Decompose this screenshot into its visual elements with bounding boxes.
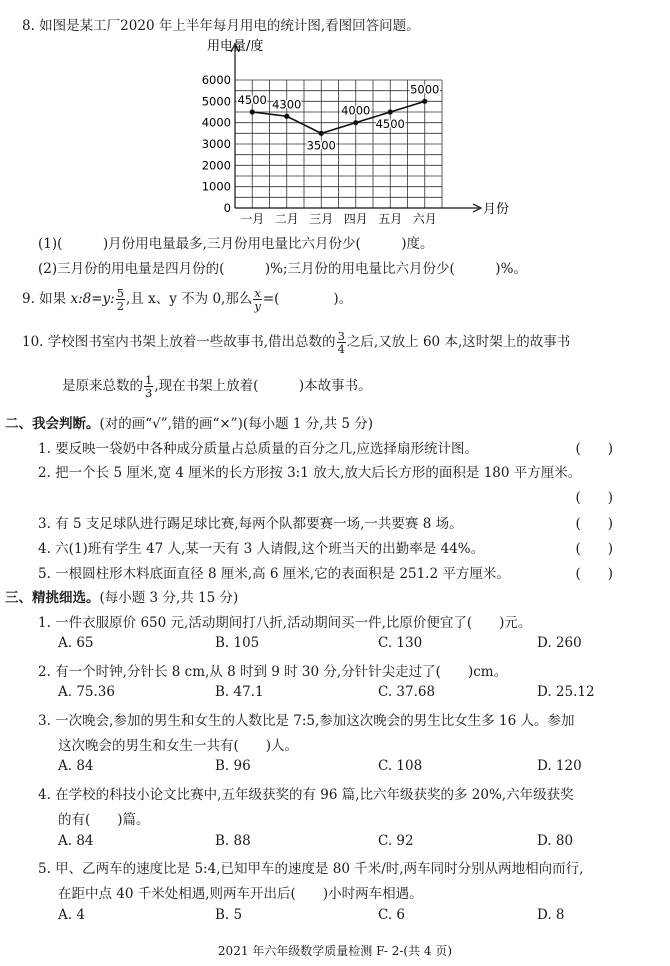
judge-item-5: 5. 一根圆柱形木料底面直径 8 厘米,高 6 厘米,它的表面积是 251.2 平方厘米。 — [38, 566, 510, 582]
choice-q5-option-a[interactable]: A. 4 — [58, 907, 85, 923]
data-label: 4500 — [375, 117, 405, 131]
choice-q4-option-b[interactable]: B. 88 — [215, 833, 251, 849]
q10-line2: 是原来总数的 $\frac{1}{3}$ ,现在书架上放着( )本故事书。 — [62, 373, 372, 400]
q8-sub1: (1)( )月份用电量最多,三月份用电量比六月份少( )度。 — [38, 236, 434, 252]
choice-q1: 1. 一件衣服原价 650 元,活动期间打八折,活动期间买一件,比原价便宜了( )元。 — [38, 615, 532, 631]
choice-q5-option-b[interactable]: B. 5 — [215, 907, 243, 923]
judge-item-2: 2. 把一个长 5 厘米,宽 4 厘米的长方形按 3:1 放大,放大后长方形的面积是 180 平方厘米。 — [38, 465, 582, 481]
judge-item-1: 1. 要反映一袋奶中各种成分质量占总质量的百分之几,应选择扇形统计图。 — [38, 441, 478, 457]
x-tick-label: 三月 — [309, 212, 334, 226]
q9-fraction: $\frac{5}{2}$ — [116, 286, 125, 313]
choice-q2-option-c[interactable]: C. 37.68 — [378, 684, 436, 700]
choice-q5-option-d[interactable]: D. 8 — [537, 907, 565, 923]
judge-paren-5[interactable]: ( ) — [575, 566, 613, 582]
choice-q4-option-a[interactable]: A. 84 — [58, 833, 94, 849]
q10-fraction: $\frac{3}{4}$ — [337, 329, 345, 356]
choice-q3-option-b[interactable]: B. 96 — [215, 758, 251, 774]
data-point — [250, 109, 255, 114]
y-tick-label: 5000 — [201, 94, 231, 109]
data-label: 5000 — [410, 82, 440, 97]
judge-paren-1[interactable]: ( ) — [575, 441, 613, 457]
choice-q3-line1: 3. 一次晚会,参加的男生和女生的人数比是 7:5,参加这次晚会的男生比女生多 16 人。参加 — [38, 713, 575, 729]
q10-fraction-2: $\frac{1}{3}$ — [145, 373, 153, 400]
line-chart — [195, 32, 535, 232]
choice-q2-option-a[interactable]: A. 75.36 — [58, 684, 115, 700]
choice-q2-option-b[interactable]: B. 47.1 — [215, 684, 264, 700]
q9-post: =( )。 — [262, 291, 353, 307]
judge-paren-2[interactable]: ( ) — [575, 490, 613, 506]
choice-q4-option-d[interactable]: D. 80 — [537, 833, 574, 849]
y-tick-label: 6000 — [201, 73, 231, 87]
data-point — [284, 114, 289, 119]
data-point — [319, 131, 324, 136]
choice-q4-line2: 的有( )篇。 — [58, 812, 150, 828]
data-point — [422, 99, 427, 104]
choice-q2-option-d[interactable]: D. 25.12 — [537, 684, 595, 700]
x-tick-label: 一月 — [240, 212, 265, 226]
x-tick-label: 六月 — [412, 212, 437, 226]
q9-xy-fraction: $\frac{x}{y}$ — [254, 286, 261, 313]
judge-item-3: 3. 有 5 支足球队进行踢足球比赛,每两个队都要赛一场,一共要赛 8 场。 — [38, 516, 463, 532]
choice-q4-line1: 4. 在学校的科技小论文比赛中,五年级获奖的有 96 篇,比六年级获奖的多 20%,六年级获奖 — [38, 787, 574, 803]
data-label: 3500 — [306, 138, 336, 153]
data-point — [388, 109, 393, 114]
choice-q3-option-a[interactable]: A. 84 — [58, 758, 94, 774]
q9-pre: 9. 如果 — [22, 291, 71, 307]
data-point — [353, 120, 358, 125]
x-axis-label: 月份 — [483, 202, 510, 217]
q9-mid: ,且 x、y 不为 0,那么 — [126, 291, 253, 307]
y-tick-label: 4000 — [201, 115, 231, 130]
section-2-heading: 二、我会判断。(对的画“√”,错的画“×”)(每小题 1 分,共 5 分) — [5, 416, 374, 432]
data-label: 4300 — [272, 97, 302, 112]
y-tick-label: 0 — [223, 201, 231, 215]
choice-q1-option-a[interactable]: A. 65 — [58, 635, 94, 651]
q8-text: 8. 如图是某工厂2020 年上半年每月用电的统计图,看图回答问题。 — [22, 18, 420, 34]
choice-q1-option-d[interactable]: D. 260 — [537, 635, 582, 651]
data-label: 4500 — [237, 93, 267, 107]
data-label: 4000 — [341, 103, 371, 118]
q9-equation: x:8=y: — [70, 291, 115, 307]
q9-text — [22, 287, 352, 312]
x-tick-label: 四月 — [343, 212, 368, 226]
choice-q1-option-c[interactable]: C. 130 — [378, 635, 423, 651]
judge-paren-3[interactable]: ( ) — [575, 516, 613, 532]
x-tick-label: 五月 — [378, 212, 403, 226]
x-tick-label: 二月 — [274, 212, 299, 226]
q8-sub2: (2)三月份的用电量是四月份的( )%;三月份的用电量比六月份少( )%。 — [38, 261, 527, 277]
choice-q5-line2: 在距中点 40 千米处相遇,则两车开出后( )小时两车相遇。 — [58, 886, 423, 902]
y-tick-label: 2000 — [201, 158, 231, 173]
section-3-heading: 三、精挑细选。(每小题 3 分,共 15 分) — [5, 590, 239, 606]
judge-paren-4[interactable]: ( ) — [575, 541, 613, 557]
judge-item-4: 4. 六(1)班有学生 47 人,某一天有 3 人请假,这个班当天的出勤率是 44%。 — [38, 541, 485, 557]
choice-q1-option-b[interactable]: B. 105 — [215, 635, 260, 651]
y-tick-label: 1000 — [201, 179, 231, 194]
choice-q5-line1: 5. 甲、乙两车的速度比是 5:4,已知甲车的速度是 80 千米/时,两车同时分别从两地相向而行, — [38, 861, 584, 877]
choice-q3-line2: 这次晚会的男生和女生一共有( )人。 — [58, 738, 299, 754]
choice-q3-option-d[interactable]: D. 120 — [537, 758, 582, 774]
q10-line1: 10. 学校图书室内书架上放着一些故事书,借出总数的 $\frac{3}{4}$ 之后,又放上 60 本,这时架上的故事书 — [22, 329, 571, 356]
choice-q5-option-c[interactable]: C. 6 — [378, 907, 406, 923]
choice-q2: 2. 有一个时钟,分针长 8 cm,从 8 时到 9 时 30 分,分针针尖走过了( )cm。 — [38, 664, 508, 680]
page-footer: 2021 年六年级数学质量检测 F- 2-(共 4 页) — [217, 944, 453, 958]
y-tick-label: 3000 — [201, 137, 231, 151]
choice-q4-option-c[interactable]: C. 92 — [378, 833, 414, 849]
choice-q3-option-c[interactable]: C. 108 — [378, 758, 423, 774]
y-axis-label: 用电量/度 — [207, 39, 264, 54]
